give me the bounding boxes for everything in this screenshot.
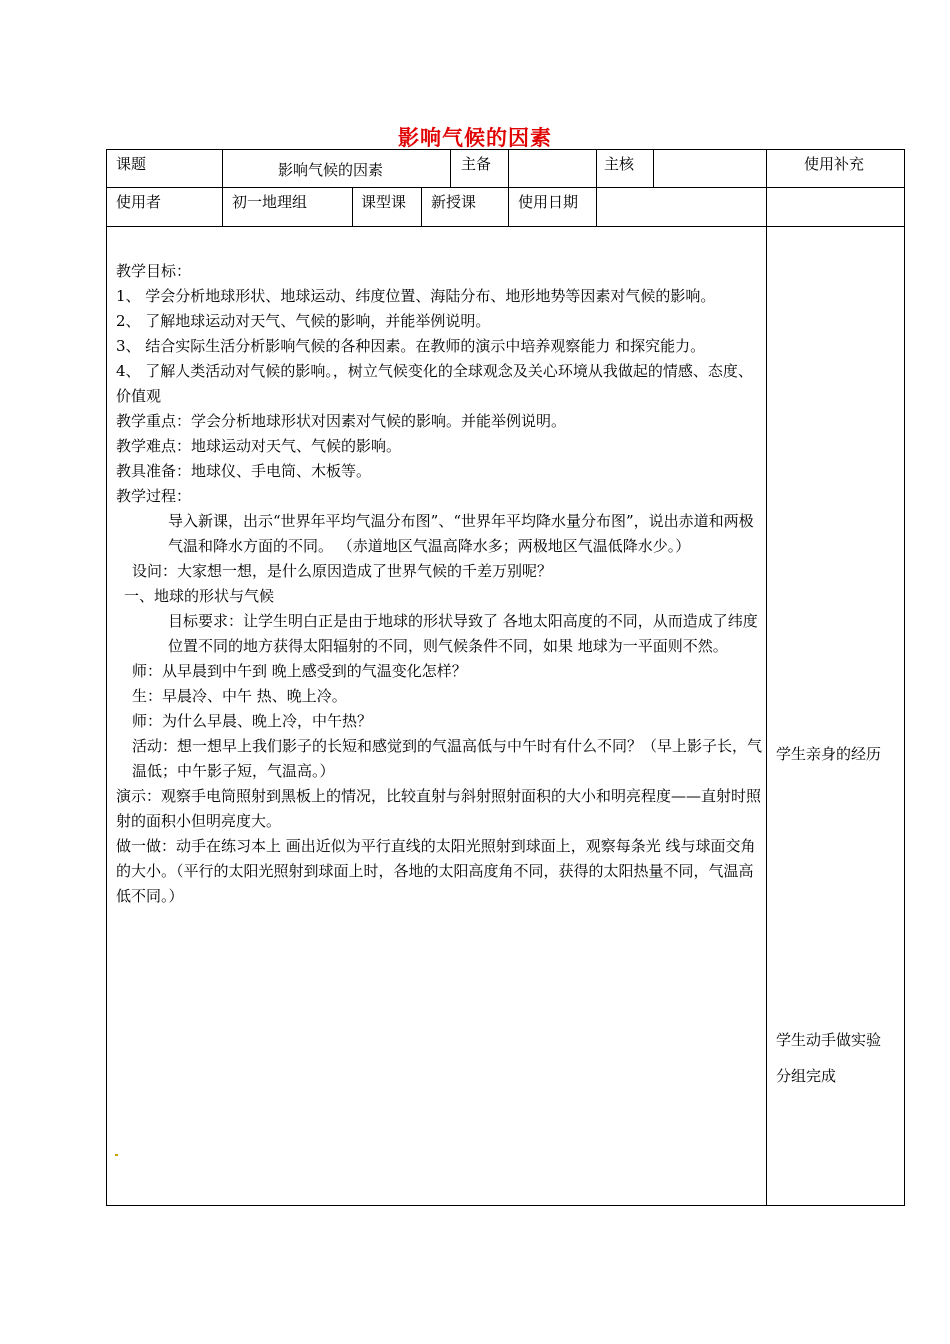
table-border-top: [106, 149, 905, 150]
table-cell-divider: [508, 187, 509, 226]
demonstration-paragraph: 演示：观察手电筒照射到黑板上的情况，比较直射与斜射照射面积的大小和明亮程度——直射时照射的面积小但明亮度大。: [116, 787, 762, 830]
lead-in-paragraph: 导入新课，出示“世界年平均气温分布图”、“世界年平均降水量分布图”，说出赤道和两极气温和降水方面的不同。 （赤道地区气温高降水多；两极地区气温低降水少。）: [168, 512, 754, 555]
table-row-divider: [106, 226, 905, 227]
table-row-divider: [106, 187, 905, 188]
objective-1: 1、 学会分析地球形状、地球运动、纬度位置、海陆分布、地形地势等因素对气候的影响。: [116, 287, 716, 305]
student-answer: 生：早晨冷、中午 热、晚上冷。: [132, 687, 347, 705]
topic-value: 影响气候的因素: [278, 161, 384, 179]
table-cell-divider: [222, 187, 223, 226]
label-main-prep: 主备: [461, 155, 492, 173]
label-user: 使用者: [116, 193, 162, 211]
table-column-divider: [766, 149, 767, 1206]
side-note-experience: 学生亲身的经历: [776, 745, 882, 763]
table-cell-divider: [596, 187, 597, 226]
hands-on-paragraph: 做一做：动手在练习本上 画出近似为平行直线的太阳光照射到球面上，观察每条光 线与球面交角的大小。（平行的太阳光照射到球面上时，各地的太阳高度角不同，获得的太阳热量不同，气温高 低不同。）: [116, 837, 756, 905]
label-topic: 课题: [116, 155, 147, 173]
table-border-bottom: [106, 1205, 905, 1206]
teaching-key-point: 教学重点：学会分析地球形状对因素对气候的影响。并能举例说明。: [116, 412, 567, 430]
section-heading: 一、地球的形状与气候: [124, 587, 275, 605]
teacher-question-2: 师：为什么早晨、晚上冷，中午热？: [132, 712, 373, 730]
question-paragraph: 设问：大家想一想，是什么原因造成了世界气候的千差万别呢？: [132, 562, 553, 580]
objective-3: 3、 结合实际生活分析影响气候的各种因素。在教师的演示中培养观察能力 和探究能力。: [116, 337, 706, 355]
teaching-aids: 教具准备：地球仪、手电筒、木板等。: [116, 462, 372, 480]
objective-4: 4、 了解人类活动对气候的影响。，树立气候变化的全球观念及关心环境从我做起的情感、态度、价值观: [116, 362, 753, 405]
user-value: 初一地理组: [232, 193, 308, 211]
label-usage-supplement: 使用补充: [804, 155, 865, 173]
teacher-question-1: 师：从早晨到中午到 晚上感受到的气温变化怎样？: [132, 662, 467, 680]
table-cell-divider: [222, 149, 223, 187]
label-lesson-type: 课型课: [361, 193, 407, 211]
teaching-process-heading: 教学过程：: [116, 487, 192, 505]
table-cell-divider: [421, 187, 422, 226]
document-title: 影响气候的因素: [398, 126, 552, 150]
table-cell-divider: [450, 149, 451, 187]
teaching-difficulty: 教学难点：地球运动对天气、气候的影响。: [116, 437, 402, 455]
label-use-date: 使用日期: [518, 193, 579, 211]
objective-2: 2、 了解地球运动对天气、气候的影响，并能举例说明。: [116, 312, 491, 330]
table-cell-divider: [352, 187, 353, 226]
activity-paragraph: 活动：想一想早上我们影子的长短和感觉到的气温高低与中午时有什么不同？（早上影子长，气温低；中午影子短，气温高。）: [132, 737, 763, 780]
table-cell-divider: [653, 149, 654, 187]
label-reviewer: 主核: [604, 155, 635, 173]
table-border-left: [106, 149, 107, 1206]
goal-requirement-paragraph: 目标要求：让学生明白正是由于地球的形状导致了 各地太阳高度的不同，从而造成了纬度位置不同的地方获得太阳辐射的不同，则气候条件不同，如果 地球为一平面则不然。: [168, 612, 758, 655]
side-note-group: 分组完成: [776, 1067, 837, 1085]
table-cell-divider: [596, 149, 597, 187]
lesson-body: [116, 259, 762, 909]
table-cell-divider: [508, 149, 509, 187]
teaching-objectives-heading: 教学目标：: [116, 262, 192, 280]
stray-mark: [115, 1154, 118, 1156]
lesson-type-value: 新授课: [431, 193, 477, 211]
table-border-right: [904, 149, 905, 1206]
side-note-experiment: 学生动手做实验: [776, 1031, 882, 1049]
